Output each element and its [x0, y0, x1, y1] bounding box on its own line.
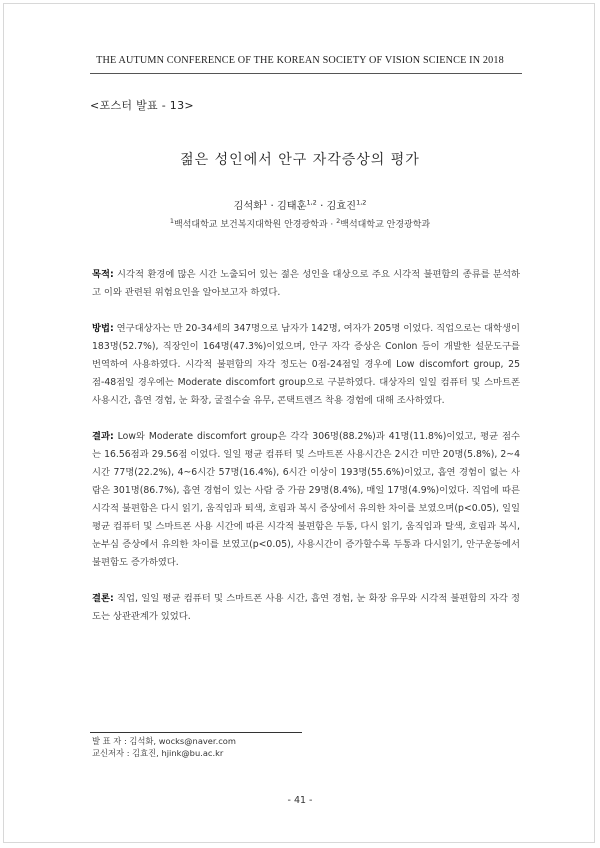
- author-list: [0, 197, 600, 212]
- footnote: [92, 735, 236, 759]
- author-name: 김효진: [326, 201, 357, 212]
- footnote-rule: [90, 732, 302, 733]
- author-affil-sup: 1,2: [356, 198, 367, 207]
- conference-header: THE AUTUMN CONFERENCE OF THE KOREAN SOCIETY OF VISION SCIENCE IN 2018: [96, 55, 504, 66]
- conclusion-text: 직업, 일일 평균 컴퓨터 및 스마트폰 사용 시간, 흡연 경험, 눈 화장 유무와 시각적 불편함의 자각 정도는 상관관계가 있었다.: [92, 593, 520, 622]
- results-label: 결과:: [92, 431, 114, 442]
- affiliation-text: 백석대학교 안경광학과: [340, 220, 431, 230]
- methods-text: 연구대상자는 만 20-34세의 347명으로 남자가 142명, 여자가 205명 이었다. 직업으로는 대학생이 183명(52.7%), 직장인이 164명(47.3%)이었으며, 안구 자각 증상은 Conlon 등이 개발한 설문도구를 번역하여 사용하였다. 시각적 불편함의 자각 정도는 0점-24점일 경우에 Low discomfort group, 25점-48점일 경우에는 Moderate discomfort group으로 구분하였다. 대상자의 일일 컴퓨터 및 스마트폰 사용시간, 흡연 경험, 눈 화장, 굴절수술 유무, 콘택트렌즈 착용 경험에 대해 조사하였다.: [92, 323, 520, 406]
- header-rule: [90, 73, 522, 74]
- author-separator: ·: [316, 201, 327, 212]
- author-separator: ·: [267, 201, 277, 212]
- session-label: <포스터 발표 - 13>: [90, 99, 194, 112]
- affiliation-sup: 1: [169, 217, 175, 225]
- affiliation-sup: 2: [336, 217, 341, 225]
- abstract-results: [92, 428, 520, 572]
- page-number: - 41 -: [287, 795, 313, 806]
- conclusion-label: 결론:: [92, 593, 114, 604]
- author-affil-sup: 1,2: [306, 198, 317, 207]
- author-affil-sup: 1: [263, 198, 268, 207]
- abstract-purpose: [92, 266, 520, 302]
- abstract-methods: [92, 320, 520, 410]
- paper-title: 젊은 성인에서 안구 자각증상의 평가: [180, 152, 420, 168]
- affiliation-list: [0, 217, 600, 230]
- purpose-label: 목적:: [92, 269, 114, 280]
- corresponding-line: 교신저자 : 김효진, hjink@bu.ac.kr: [92, 748, 224, 758]
- author-name: 김석화: [233, 201, 264, 212]
- author-name: 김태훈: [276, 201, 307, 212]
- results-text: Low와 Moderate discomfort group은 각각 306명(88.2%)과 41명(11.8%)이었고, 평균 점수는 16.56점과 29.56점 이었다. 일일 평균 컴퓨터 및 스마트폰 사용시간은 2시간 미만 20명(5.8%), 2~4시간 77명(22.2%), 4~6시간 57명(16.4%), 6시간 이상이 193명(55.6%)이었고, 흡연 경험이 없는 사람은 301명(86.7%), 흡연 경험이 있는 사람 중 가끔 29명(8.4%), 매일 17명(4.9%)이었다. 직업에 따른 시각적 불편함은 다시 읽기, 움직임과 퇴색, 흐림과 복시 증상에서 유의한 차이를 보였으며(p<0.05), 일일 평균 컴퓨터 및 스마트폰 사용 시간에 따른 시각적 불편함은 두통, 다시 읽기, 움직임과 탈색, 흐림과 복시, 눈부심 증상에서 유의한 차이를 보였고(p<0.05), 사용시간이 증가할수록 두통과 다시읽기, 안구운동에서 불편함도 증가하였다.: [92, 431, 520, 568]
- abstract: [92, 266, 520, 644]
- affiliation-separator: ·: [327, 220, 337, 230]
- abstract-conclusion: [92, 590, 520, 626]
- methods-label: 방법:: [92, 323, 114, 334]
- purpose-text: 시각적 환경에 많은 시간 노출되어 있는 젊은 성인을 대상으로 주요 시각적 불편함의 종류를 분석하고 이와 관련된 위험요인을 알아보고자 하였다.: [92, 269, 520, 298]
- affiliation-text: 백석대학교 보건복지대학원 안경광학과: [174, 220, 328, 230]
- presenter-line: 발 표 자 : 김석화, wocks@naver.com: [92, 736, 236, 746]
